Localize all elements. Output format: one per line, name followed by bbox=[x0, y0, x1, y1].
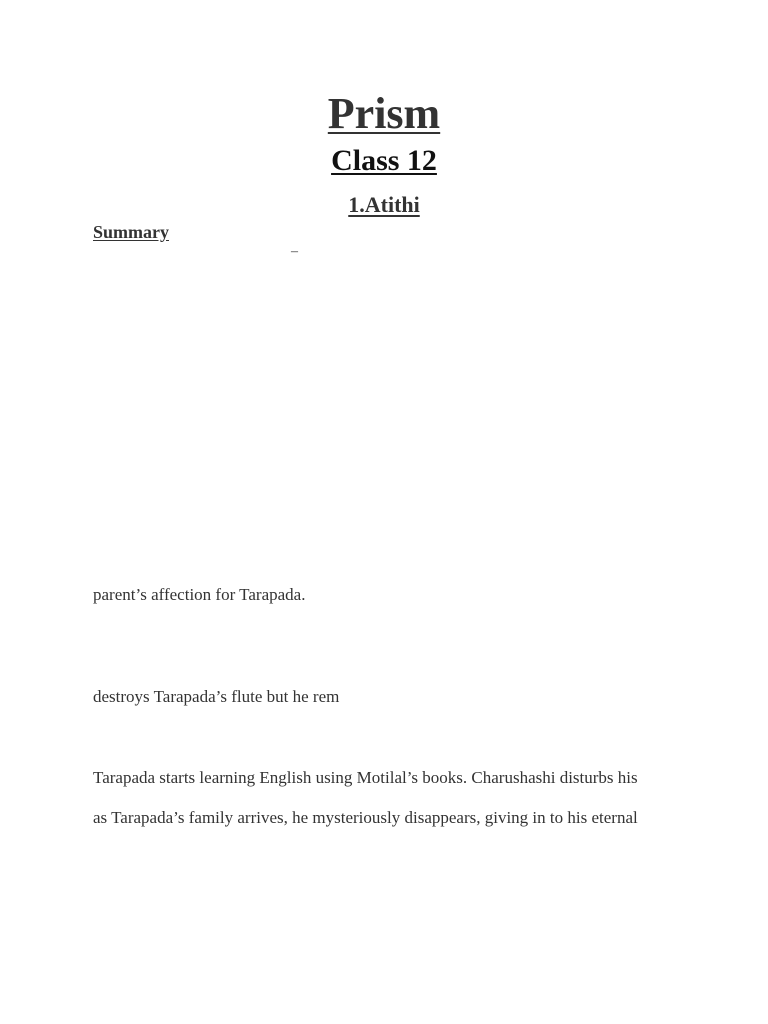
text-line: destroys Tarapada’s flute but he rem bbox=[93, 687, 340, 706]
text-line: parent’s affection for Tarapada. bbox=[93, 585, 306, 604]
class-heading: Class 12 bbox=[331, 144, 437, 177]
chapter-heading: 1.Atithi bbox=[348, 192, 420, 217]
text-line: Tarapada starts learning English using Motilal’s books. Charushashi disturbs his bbox=[93, 768, 638, 787]
stray-dash: – bbox=[291, 244, 298, 259]
text-line: as Tarapada’s family arrives, he mysteriously disappears, giving in to his eternal bbox=[93, 808, 638, 827]
document-title: Prism bbox=[327, 89, 441, 138]
summary-heading: Summary bbox=[93, 222, 169, 242]
